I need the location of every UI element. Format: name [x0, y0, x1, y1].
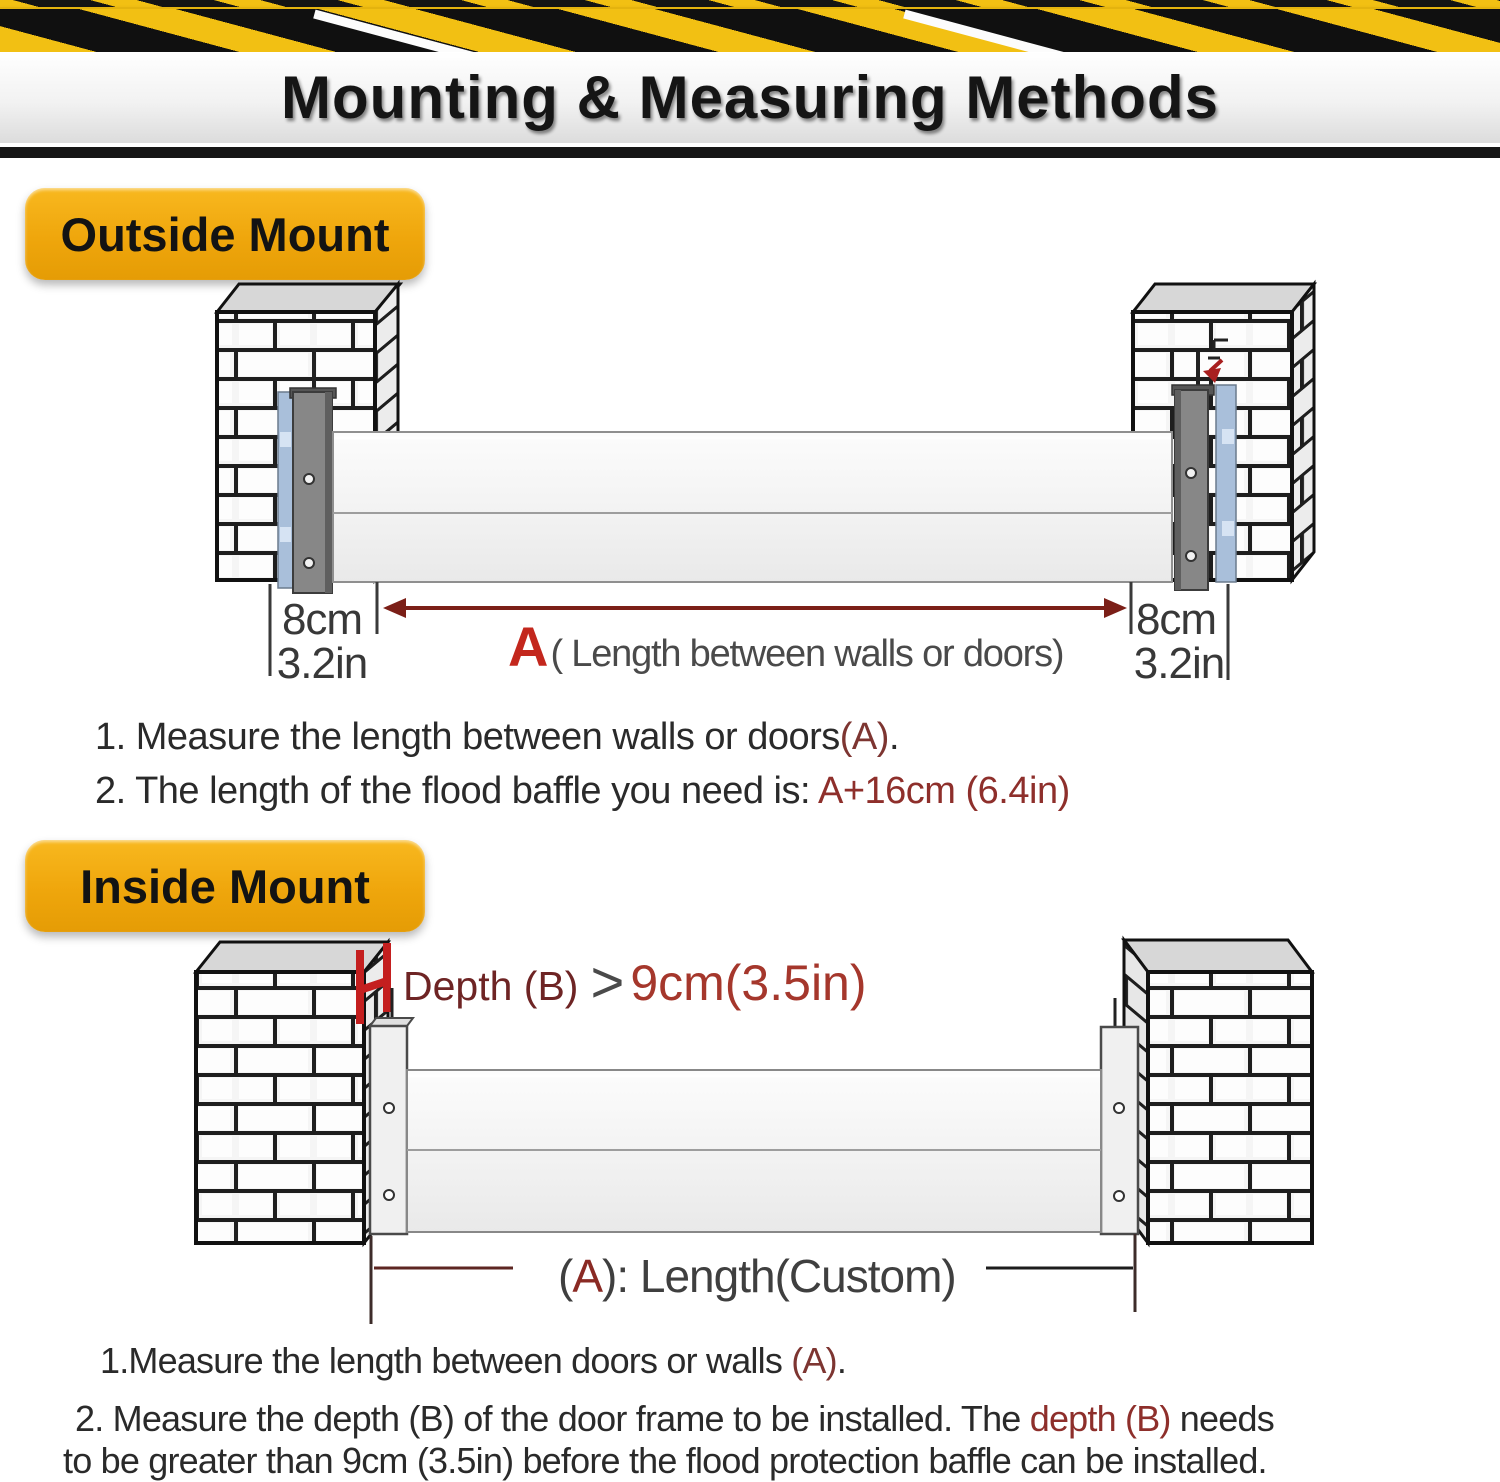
seal-strip-left [278, 392, 293, 588]
bracket-screw [304, 474, 314, 484]
outside-step-2: 2. The length of the flood baffle you need is: A+16cm (6.4in) [95, 770, 1070, 812]
dimension-arrow-head-left [383, 598, 406, 618]
pillar-front-face [196, 972, 364, 1243]
flood-barrier-panel [407, 1070, 1101, 1232]
outside-dimension [270, 582, 1228, 688]
left-offset-cm-label: 8cm [281, 595, 363, 644]
plate-screw [384, 1190, 394, 1200]
pillar-side-face [1292, 284, 1314, 580]
seal-strip-right [1216, 385, 1236, 582]
bracket-screw [1186, 468, 1196, 478]
outside-mount-badge-label: Outside Mount [60, 207, 390, 261]
bracket-screw [304, 558, 314, 568]
inside-mount-badge-label: Inside Mount [80, 859, 370, 913]
span-label-text: ( Length between walls or doors) [550, 633, 1064, 675]
span-a-letter: A [508, 615, 549, 678]
depth-label [403, 950, 867, 1015]
pillar-front-face [1148, 972, 1312, 1243]
right-offset-in-label: 3.2in [1133, 639, 1225, 688]
page-title: Mounting & Measuring Methods [281, 64, 1219, 131]
pillar-top-cap [1124, 940, 1312, 972]
length-a-letter: A [572, 1250, 603, 1302]
inside-step-2-line-1: 2. Measure the depth (B) of the door frame to be installed. The depth (B) needs [75, 1398, 1274, 1439]
outside-mount-diagram [217, 284, 1314, 688]
mounting-bracket-right [1172, 385, 1214, 590]
pillar-top-cap [1133, 284, 1314, 312]
inside-step-1: 1.Measure the length between doors or walls (A). [100, 1340, 847, 1381]
flood-barrier-panel [333, 432, 1172, 582]
inside-dimension [371, 1234, 1135, 1324]
inside-mount-diagram [196, 940, 1312, 1324]
seal-strip-mark [1222, 521, 1234, 536]
plate-screw [384, 1103, 394, 1113]
mounting-plate-right [1101, 998, 1138, 1234]
pillar-top-cap [217, 284, 400, 312]
bracket-screw [1186, 551, 1196, 561]
greater-than-sign: > [590, 950, 625, 1015]
depth-value-text: 9cm(3.5in) [630, 955, 867, 1011]
left-offset-in-label: 3.2in [276, 639, 368, 688]
plate-screw [1114, 1103, 1124, 1113]
depth-label-text: Depth (B) [403, 963, 579, 1009]
step1-a-ref: (A) [839, 716, 889, 758]
outside-step-1: 1. Measure the length between walls or doors(A). [95, 716, 899, 758]
seal-strip-mark [1222, 429, 1234, 444]
inside-step-2-line-2: to be greater than 9cm (3.5in) before the flood protection baffle can be installed. [63, 1440, 1267, 1481]
dimension-arrow-head-right [1104, 598, 1127, 618]
step1-a-ref: (A) [791, 1340, 837, 1381]
plate-screw [1114, 1191, 1124, 1201]
span-length-label [508, 615, 1063, 678]
mounting-bracket-left [290, 388, 336, 593]
right-offset-cm-label: 8cm [1135, 595, 1217, 644]
step2-formula: A+16cm (6.4in) [818, 770, 1070, 812]
length-custom-label: (A): Length(Custom) [558, 1250, 956, 1302]
seal-strip-mark [280, 432, 291, 447]
depth-b-ref: depth (B) [1029, 1398, 1171, 1439]
seal-strip-mark [280, 527, 291, 542]
right-pillar [1124, 940, 1312, 1243]
